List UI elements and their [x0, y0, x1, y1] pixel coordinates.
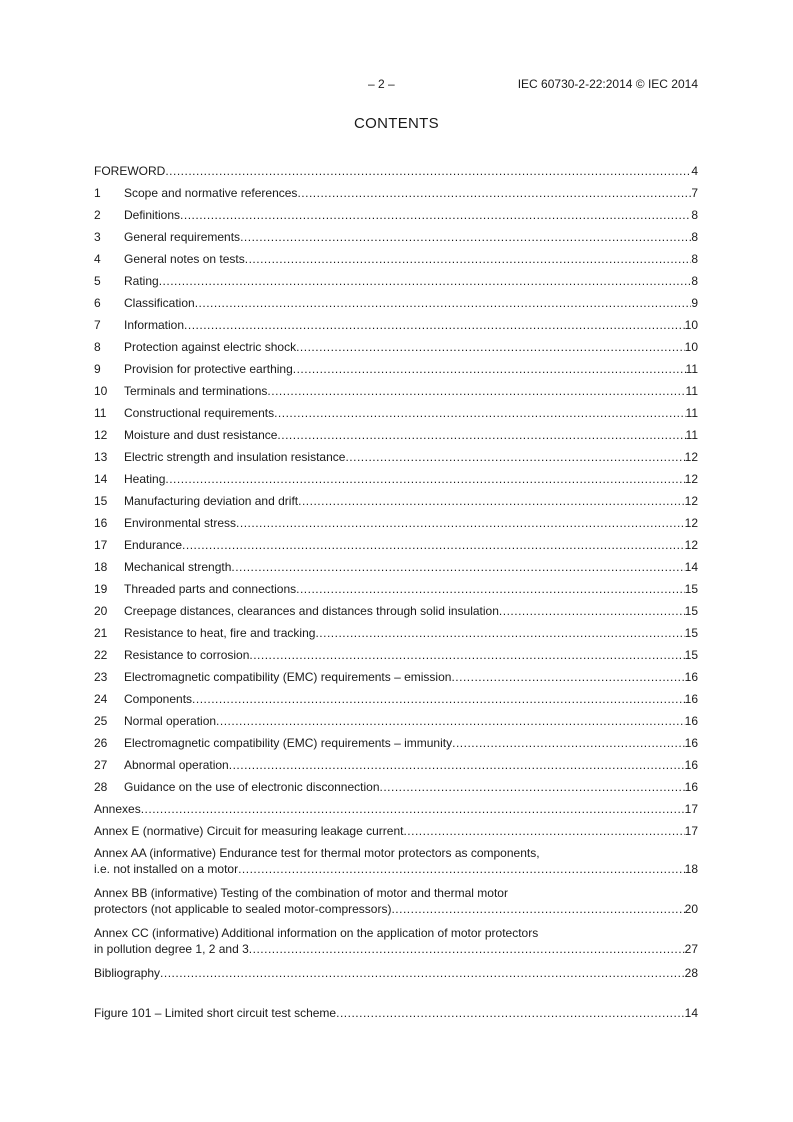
toc-entry[interactable]: [94, 493, 698, 515]
dot-leader: [267, 383, 685, 399]
page-header: [368, 77, 698, 91]
toc-entry-page: 15: [684, 604, 698, 618]
toc-entry-title[interactable]: Bibliography: [94, 966, 161, 980]
dot-leader: [231, 559, 684, 575]
toc-entry-title[interactable]: Normal operation: [124, 714, 217, 728]
toc-entry-page: 11: [685, 384, 698, 398]
toc-entry-title[interactable]: Annex AA (informative) Endurance test for thermal motor protectors as components,: [94, 846, 540, 860]
dot-leader: [336, 1005, 685, 1021]
toc-entry-title[interactable]: protectors (not applicable to sealed motor-compressors): [94, 902, 392, 916]
toc-entry-title[interactable]: General notes on tests: [124, 252, 245, 266]
dot-leader: [451, 669, 684, 685]
toc-entry-number: 1: [94, 186, 101, 200]
section-gap: [94, 987, 698, 1005]
toc-entry[interactable]: [94, 625, 698, 647]
toc-entry-page: 8: [691, 208, 698, 222]
toc-entry[interactable]: [94, 647, 698, 669]
dot-leader: [452, 735, 685, 751]
page-number: – 2 –: [368, 77, 395, 91]
toc-entry-number: 12: [94, 428, 108, 442]
toc-entry-title[interactable]: Annexes: [94, 802, 141, 816]
toc-entry-title[interactable]: Electromagnetic compatibility (EMC) requirements – emission: [124, 670, 452, 684]
toc-entry-number: 8: [94, 340, 101, 354]
toc-entry-page: 12: [684, 450, 698, 464]
toc-entry-title[interactable]: Constructional requirements: [124, 406, 275, 420]
toc-annex-entry[interactable]: [94, 885, 698, 925]
toc-entry-page: 14: [684, 560, 698, 574]
dot-leader: [160, 965, 685, 981]
toc-entry-title[interactable]: in pollution degree 1, 2 and 3: [94, 942, 249, 956]
toc-entry[interactable]: [94, 207, 698, 229]
dot-leader: [229, 757, 685, 773]
toc-entry-page: 12: [684, 538, 698, 552]
toc-entry-number: 24: [94, 692, 108, 706]
toc-entry-number: 17: [94, 538, 108, 552]
dot-leader: [184, 317, 685, 333]
toc-entry-title[interactable]: Annex E (normative) Circuit for measuring leakage current: [94, 824, 404, 838]
toc-entry-page: 14: [684, 1006, 698, 1020]
toc-entry-page: 8: [691, 230, 698, 244]
document-reference: IEC 60730-2-22:2014 © IEC 2014: [517, 77, 698, 91]
toc-entry-number: 16: [94, 516, 108, 530]
toc-entry-title[interactable]: Mechanical strength: [124, 560, 232, 574]
toc-entry-page: 12: [684, 516, 698, 530]
toc-entry-title[interactable]: Classification: [124, 296, 195, 310]
toc-entry-title[interactable]: Components: [124, 692, 193, 706]
dot-leader: [238, 861, 685, 877]
dot-leader: [297, 185, 691, 201]
toc-entry[interactable]: [94, 691, 698, 713]
toc-entry-page: 27: [684, 942, 698, 956]
toc-entry-page: 16: [684, 714, 698, 728]
toc-entry[interactable]: [94, 823, 698, 845]
dot-leader: [249, 941, 685, 957]
toc-entry-page: 7: [691, 186, 698, 200]
toc-entry[interactable]: [94, 713, 698, 735]
dot-leader: [277, 427, 685, 443]
toc-entry-page: 10: [684, 340, 698, 354]
toc-entry-number: 26: [94, 736, 108, 750]
toc-entry-page: 4: [691, 164, 698, 178]
toc-entry-number: 25: [94, 714, 108, 728]
toc-entry-page: 16: [684, 780, 698, 794]
toc-entry[interactable]: [94, 801, 698, 823]
toc-entry-title[interactable]: Protection against electric shock: [124, 340, 297, 354]
toc-entry-number: 4: [94, 252, 101, 266]
dot-leader: [315, 625, 684, 641]
toc-entry-page: 17: [684, 802, 698, 816]
toc-entry[interactable]: [94, 229, 698, 251]
toc-entry[interactable]: [94, 735, 698, 757]
dot-leader: [236, 515, 685, 531]
toc-entry-number: 2: [94, 208, 101, 222]
toc-entry[interactable]: [94, 669, 698, 691]
dot-leader: [192, 691, 685, 707]
toc-entry-page: 8: [691, 252, 698, 266]
page-title: CONTENTS: [354, 115, 439, 132]
toc-entry-title[interactable]: Electromagnetic compatibility (EMC) requirements – immunity: [124, 736, 453, 750]
toc-bibliography[interactable]: [94, 965, 698, 987]
toc-entry-number: 10: [94, 384, 108, 398]
toc-figure-entry[interactable]: [94, 1005, 698, 1027]
toc-entry-number: 18: [94, 560, 108, 574]
dot-leader: [182, 537, 685, 553]
toc-entry[interactable]: [94, 581, 698, 603]
dot-leader: [298, 493, 685, 509]
toc-entry-title[interactable]: Resistance to heat, fire and tracking: [124, 626, 316, 640]
toc-entry[interactable]: [94, 757, 698, 779]
dot-leader: [499, 603, 685, 619]
toc-entry-number: 19: [94, 582, 108, 596]
toc-entry-number: 21: [94, 626, 108, 640]
dot-leader: [293, 361, 686, 377]
toc-entry-number: 20: [94, 604, 108, 618]
toc-entry-title[interactable]: Provision for protective earthing: [124, 362, 293, 376]
table-of-contents: [94, 163, 698, 1027]
toc-entry-number: 7: [94, 318, 101, 332]
toc-annex-entry[interactable]: [94, 925, 698, 965]
dot-leader: [159, 273, 692, 289]
toc-entry-title[interactable]: Creepage distances, clearances and distances through solid insulation: [124, 604, 499, 618]
toc-entry[interactable]: [94, 163, 698, 185]
dot-leader: [391, 901, 684, 917]
toc-entry-title[interactable]: Figure 101 – Limited short circuit test scheme: [94, 1006, 337, 1020]
toc-entry-number: 9: [94, 362, 101, 376]
toc-entry-page: 17: [684, 824, 698, 838]
toc-entry-page: 12: [684, 494, 698, 508]
toc-entry[interactable]: [94, 779, 698, 801]
toc-entry[interactable]: [94, 185, 698, 207]
toc-entry-page: 15: [684, 582, 698, 596]
toc-entry-page: 11: [685, 428, 698, 442]
toc-entry-page: 15: [684, 626, 698, 640]
toc-entry-title[interactable]: Resistance to corrosion: [124, 648, 250, 662]
toc-entry-number: 27: [94, 758, 108, 772]
toc-entry-page: 28: [684, 966, 698, 980]
toc-entry-page: 15: [684, 648, 698, 662]
toc-entry-number: 14: [94, 472, 108, 486]
toc-entry-page: 12: [684, 472, 698, 486]
toc-entry-page: 20: [684, 902, 698, 916]
toc-entry[interactable]: [94, 515, 698, 537]
toc-entry-title[interactable]: Definitions: [124, 208, 181, 222]
toc-entry[interactable]: [94, 559, 698, 581]
toc-annex-entry[interactable]: [94, 845, 698, 885]
toc-entry-number: 3: [94, 230, 101, 244]
toc-entry-page: 8: [691, 274, 698, 288]
toc-entry-page: 10: [684, 318, 698, 332]
toc-entry-title[interactable]: Annex CC (informative) Additional information on the application of motor protectors: [94, 926, 539, 940]
toc-entry[interactable]: [94, 339, 698, 361]
toc-entry-number: 28: [94, 780, 108, 794]
toc-entry[interactable]: [94, 251, 698, 273]
toc-entry[interactable]: [94, 537, 698, 559]
toc-entry-title[interactable]: Rating: [124, 274, 159, 288]
toc-entry-title[interactable]: Threaded parts and connections: [124, 582, 297, 596]
dot-leader: [141, 801, 685, 817]
toc-entry-title[interactable]: General requirements: [124, 230, 241, 244]
toc-entry-number: 13: [94, 450, 108, 464]
toc-entry-title[interactable]: Annex BB (informative) Testing of the combination of motor and thermal motor: [94, 886, 508, 900]
dot-leader: [274, 405, 685, 421]
toc-entry-title[interactable]: Moisture and dust resistance: [124, 428, 278, 442]
dot-leader: [296, 339, 685, 355]
toc-entry[interactable]: [94, 471, 698, 493]
dot-leader: [216, 713, 685, 729]
dot-leader: [249, 647, 684, 663]
toc-entry-title[interactable]: i.e. not installed on a motor: [94, 862, 239, 876]
toc-entry[interactable]: [94, 273, 698, 295]
toc-entry[interactable]: [94, 383, 698, 405]
dot-leader: [180, 207, 691, 223]
toc-entry-page: 16: [684, 736, 698, 750]
dot-leader: [195, 295, 692, 311]
dot-leader: [296, 581, 685, 597]
dot-leader: [165, 163, 691, 179]
toc-entry-page: 11: [685, 362, 698, 376]
toc-entry-number: 15: [94, 494, 108, 508]
toc-entry-title[interactable]: Electric strength and insulation resistance: [124, 450, 346, 464]
dot-leader: [380, 779, 685, 795]
toc-entry-title[interactable]: Heating: [124, 472, 166, 486]
toc-entry[interactable]: [94, 317, 698, 339]
toc-entry-page: 11: [685, 406, 698, 420]
toc-entry-title[interactable]: Abnormal operation: [124, 758, 229, 772]
toc-entry-title[interactable]: FOREWORD: [94, 164, 166, 178]
toc-entry-title[interactable]: Guidance on the use of electronic disconnection: [124, 780, 380, 794]
toc-entry[interactable]: [94, 361, 698, 383]
dot-leader: [245, 251, 692, 267]
toc-entry-number: 22: [94, 648, 108, 662]
toc-entry-page: 9: [691, 296, 698, 310]
toc-entry[interactable]: [94, 449, 698, 471]
toc-entry[interactable]: [94, 295, 698, 317]
dot-leader: [240, 229, 691, 245]
toc-entry-number: 6: [94, 296, 101, 310]
toc-entry-title[interactable]: Information: [124, 318, 185, 332]
toc-entry-page: 16: [684, 758, 698, 772]
toc-entry[interactable]: [94, 603, 698, 625]
toc-entry-page: 16: [684, 670, 698, 684]
toc-entry-number: 23: [94, 670, 108, 684]
toc-entry[interactable]: [94, 405, 698, 427]
toc-entry-number: 5: [94, 274, 101, 288]
toc-entry[interactable]: [94, 427, 698, 449]
toc-entry-title[interactable]: Scope and normative references: [124, 186, 298, 200]
toc-entry-title[interactable]: Manufacturing deviation and drift: [124, 494, 299, 508]
toc-entry-title[interactable]: Endurance: [124, 538, 183, 552]
toc-entry-title[interactable]: Terminals and terminations: [124, 384, 268, 398]
dot-leader: [403, 823, 684, 839]
dot-leader: [165, 471, 684, 487]
toc-entry-page: 16: [684, 692, 698, 706]
toc-entry-page: 18: [684, 862, 698, 876]
toc-entry-number: 11: [94, 406, 107, 420]
dot-leader: [345, 449, 684, 465]
toc-entry-title[interactable]: Environmental stress: [124, 516, 237, 530]
